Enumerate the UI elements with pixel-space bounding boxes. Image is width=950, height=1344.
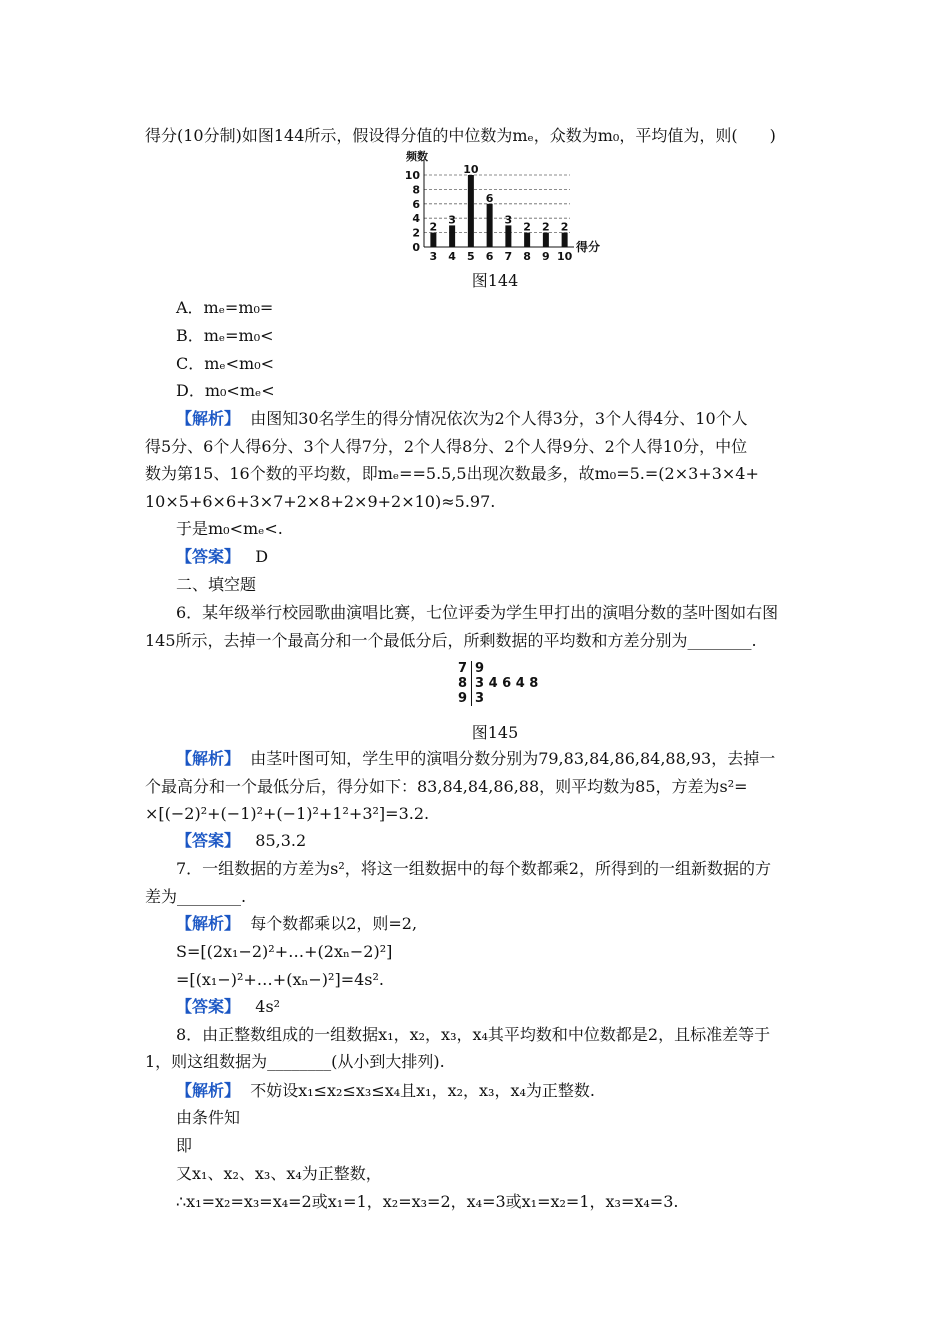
analysis-text: 由茎叶图可知，学生甲的演唱分数分别为79,83,84,86,84,88,93，去掉一 (250, 749, 776, 768)
stem-row-1-leaves: 9 (475, 661, 485, 676)
stem-row-3-leaves: 3 (475, 691, 485, 706)
answer-text: 4s² (255, 997, 281, 1016)
analysis-6-line-2: 个最高分和一个最低分后，得分如下：83,84,84,86,88，则平均数为85，方差为s²= (145, 777, 748, 796)
y-tick-label: 0 (412, 241, 420, 254)
bar-value-label: 2 (560, 220, 569, 234)
x-tick-label: 6 (485, 250, 494, 263)
analysis-8-line-5: ∴x₁=x₂=x₃=x₄=2或x₁=1，x₂=x₃=2，x₄=3或x₁=x₂=1，x₃=x₄=3. (176, 1192, 679, 1211)
question-8-line-1: 8．由正整数组成的一组数据x₁，x₂，x₃，x₄其平均数和中位数都是2，且标准差等于 (176, 1025, 771, 1044)
analysis-8-line-4: 又x₁、x₂、x₃、x₄为正整数， (176, 1164, 382, 1183)
y-axis-label: 频数 (406, 150, 428, 163)
section-heading-fill-in: 二、填空题 (176, 575, 257, 594)
option-b: B．mₑ=m₀< (176, 326, 274, 345)
x-tick-label: 8 (523, 250, 531, 263)
bar-3 (430, 233, 436, 247)
x-tick-label: 10 (556, 250, 573, 263)
question-8-line-2: 1，则这组数据为________(从小到大排列). (145, 1052, 445, 1071)
analysis-tag: 【解析】 (176, 914, 241, 933)
answer-5 (176, 547, 268, 567)
y-tick-label: 6 (412, 197, 420, 211)
answer-7 (176, 997, 280, 1017)
stem-row-2-leaves: 3 4 6 4 8 (475, 676, 539, 691)
x-tick-label: 3 (429, 250, 438, 263)
analysis-5-line-4: 10×5+6×6+3×7+2×8+2×9+2×10)≈5.97. (145, 492, 496, 511)
x-tick-label: 7 (504, 250, 513, 263)
analysis-5-line-5: 于是m₀<mₑ<. (176, 519, 283, 538)
y-tick-label: 10 (404, 169, 420, 182)
stem-leaf-divider (471, 661, 472, 706)
y-tick-label: 4 (412, 212, 420, 226)
figure-145-stem-leaf (456, 660, 556, 708)
bar-value-label: 2 (429, 220, 438, 234)
x-tick-label: 4 (448, 250, 456, 263)
bar-8 (524, 233, 530, 247)
bar-9 (543, 233, 549, 247)
analysis-6-line-1 (176, 749, 775, 769)
figure-144-bar-chart (400, 148, 601, 266)
figure-145-caption: 图145 (471, 723, 519, 742)
bar-value-label: 2 (523, 220, 531, 234)
analysis-tag: 【解析】 (176, 749, 241, 768)
answer-tag: 【答案】 (176, 831, 241, 850)
bar-value-label: 3 (448, 213, 456, 227)
analysis-text: 由图知30名学生的得分情况依次为2个人得3分，3个人得4分、10个人 (250, 409, 748, 428)
analysis-8-line-2: 由条件知 (176, 1108, 241, 1127)
x-axis-label: 得分 (576, 240, 601, 254)
bar-value-label: 3 (504, 213, 513, 227)
x-tick-label: 9 (542, 250, 550, 263)
answer-text: 85,3.2 (255, 831, 307, 850)
analysis-5-line-1 (176, 409, 748, 429)
analysis-8-line-1 (176, 1081, 595, 1101)
option-d: D．m₀<mₑ< (176, 381, 275, 400)
analysis-5-line-2: 得5分、6个人得6分、3个人得7分，2个人得8分、2个人得9分、2个人得10分，中位 (145, 437, 748, 456)
analysis-7-line-2: S=[(2x₁−2)²+…+(2xₙ−2)²] (176, 942, 393, 961)
y-tick-label: 8 (412, 183, 420, 197)
bar-4 (449, 225, 455, 247)
answer-text: D (255, 547, 269, 566)
bar-value-label: 10 (463, 163, 479, 176)
analysis-7-line-1 (176, 914, 417, 934)
answer-6 (176, 831, 306, 851)
question-6-line-2: 145所示，去掉一个最高分和一个最低分后，所剩数据的平均数和方差分别为________. (145, 631, 757, 650)
analysis-tag: 【解析】 (176, 409, 241, 428)
x-tick-label: 5 (467, 250, 475, 263)
bar-7 (505, 225, 511, 247)
question-7-line-1: 7．一组数据的方差为s²，将这一组数据中的每个数都乘2，所得到的一组新数据的方 (176, 859, 771, 878)
bar-value-label: 6 (485, 191, 494, 205)
option-c: C．mₑ<m₀< (176, 354, 275, 373)
stem-row-2-stem: 8 (458, 676, 468, 691)
answer-tag: 【答案】 (176, 547, 241, 566)
question-7-line-2: 差为________. (145, 887, 247, 906)
stem-row-3-stem: 9 (458, 691, 468, 706)
bar-6 (487, 204, 493, 247)
analysis-text: 每个数都乘以2，则=2, (250, 914, 418, 933)
answer-tag: 【答案】 (176, 997, 241, 1016)
analysis-5-line-3: 数为第15、16个数的平均数，即mₑ==5.5,5出现次数最多，故m₀=5.=(2×3+3×4+ (145, 464, 759, 483)
option-a: A．mₑ=m₀= (176, 298, 274, 317)
bar-value-label: 2 (542, 220, 550, 234)
analysis-6-line-3: ×[(−2)²+(−1)²+(−1)²+1²+3²]=3.2. (145, 804, 430, 823)
figure-144-caption: 图144 (471, 271, 519, 290)
question-5-stem-text: 得分(10分制)如图144所示，假设得分值的中位数为mₑ，众数为m₀，平均值为，则( ) (145, 126, 776, 145)
y-tick-label: 2 (412, 226, 420, 240)
bar-10 (562, 233, 568, 247)
stem-row-1-stem: 7 (458, 661, 468, 676)
analysis-text: 不妨设x₁≤x₂≤x₃≤x₄且x₁，x₂，x₃，x₄为正整数. (250, 1081, 595, 1100)
bar-5 (468, 175, 474, 247)
analysis-tag: 【解析】 (176, 1081, 241, 1100)
analysis-8-line-3: 即 (176, 1136, 193, 1155)
analysis-7-line-3: =[(x₁−)²+…+(xₙ−)²]=4s². (176, 970, 384, 989)
question-6-line-1: 6．某年级举行校园歌曲演唱比赛，七位评委为学生甲打出的演唱分数的茎叶图如右图 (176, 603, 779, 622)
